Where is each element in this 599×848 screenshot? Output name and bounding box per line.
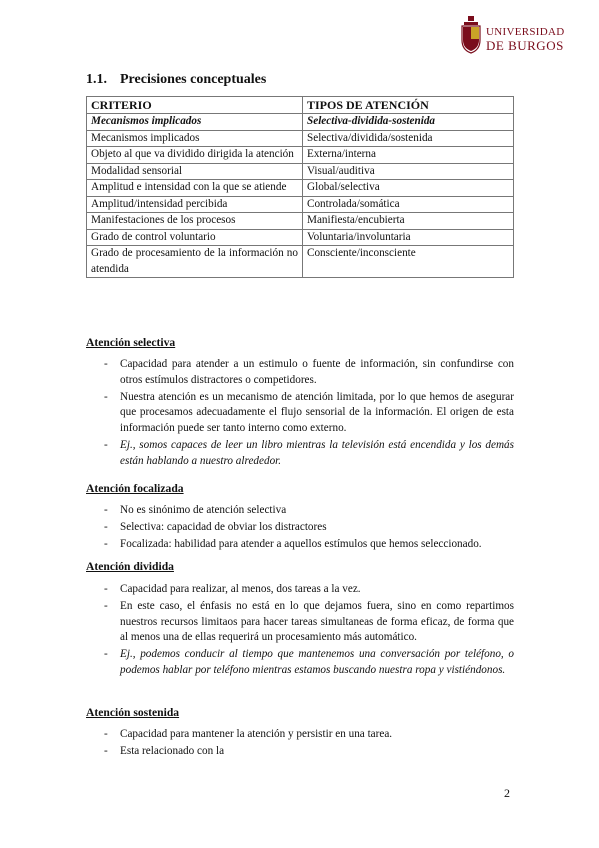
list-item [86, 582, 514, 598]
list-dividida [86, 582, 514, 680]
table-header-cell: TIPOS DE ATENCIÓN [303, 97, 514, 114]
section-number: 1.1. [86, 72, 107, 87]
list-item [86, 727, 514, 743]
list-item-text: En este caso, el énfasis no está en lo que dejamos fuera, sino en como repartimos nuestros recursos limitaos para hacer tareas simultaneas de forma eficaz, de forma que al menos una de ellas requerirá un procesamiento más automático. [120, 599, 514, 644]
table-row [87, 180, 514, 197]
list-item [86, 438, 514, 470]
bullet-dash: - [104, 728, 108, 740]
list-item [86, 744, 514, 760]
table-cell: Grado de control voluntario [87, 229, 303, 246]
table-cell: Externa/interna [303, 147, 514, 164]
table-subheader-row [87, 114, 514, 131]
list-item-text: Focalizada: habilidad para atender a aquellos estímulos que hemos seleccionado. [120, 537, 482, 550]
table-cell: Objeto al que va dividido dirigida la atención [87, 147, 303, 164]
table-row [87, 246, 514, 278]
table-cell: Grado de procesamiento de la información no atendida [87, 246, 303, 278]
logo-line-university: UNIVERSIDAD [486, 26, 565, 38]
table-header-cell: CRITERIO [87, 97, 303, 114]
section-title-selectiva: Atención selectiva [86, 336, 176, 349]
list-item-text: Ej., somos capaces de leer un libro mientras la televisión está encendida y los demás están hablando a nuestro alrededor. [120, 438, 514, 467]
table-row [87, 196, 514, 213]
table-cell: Manifiesta/encubierta [303, 213, 514, 230]
list-item-text: Esta relacionado con la [120, 744, 225, 757]
table-cell: Amplitud/intensidad percibida [87, 196, 303, 213]
table-subheader-cell: Mecanismos implicados [87, 114, 303, 131]
list-item-text: Capacidad para mantener la atención y persistir en una tarea. [120, 728, 393, 740]
list-item-text: No es sinónimo de atención selectiva [120, 504, 287, 516]
section-title-focalizada: Atención focalizada [86, 482, 184, 495]
table-row [87, 213, 514, 230]
section-title-dividida: Atención dividida [86, 560, 174, 573]
criteria-table [86, 96, 514, 278]
table-cell: Amplitud e intensidad con la que se atiende [87, 180, 303, 197]
table-row [87, 229, 514, 246]
table-cell: Consciente/inconsciente [303, 246, 514, 278]
table-row [87, 163, 514, 180]
bullet-dash: - [104, 358, 108, 370]
list-item [86, 357, 514, 389]
table-row [87, 147, 514, 164]
list-item-text: Capacidad para atender a un estimulo o fuente de información, sin confundirse con otros estímulos distractores o competidores. [120, 358, 514, 386]
list-item-text: Nuestra atención es un mecanismo de atención limitada, por lo que hemos de asegurar que procesamos adecuadamente el flujo sensorial de la información. El origen de esta información puede ser tanto interno como externo. [120, 390, 514, 435]
bullet-dash: - [104, 438, 108, 451]
list-focalizada [86, 503, 514, 553]
table-cell: Selectiva/dividida/sostenida [303, 130, 514, 147]
table-cell: Controlada/somática [303, 196, 514, 213]
list-item-text: Capacidad para realizar, al menos, dos tareas a la vez. [120, 583, 361, 595]
list-selectiva [86, 357, 514, 471]
bullet-dash: - [104, 537, 108, 550]
table-subheader-cell: Selectiva-dividida-sostenida [303, 114, 514, 131]
table-cell: Global/selectiva [303, 180, 514, 197]
list-item [86, 599, 514, 646]
table-cell: Voluntaria/involuntaria [303, 229, 514, 246]
section-heading [86, 72, 266, 88]
logo-line-burgos: DE BURGOS [486, 38, 564, 53]
university-logo [460, 16, 574, 56]
bullet-dash: - [104, 390, 108, 403]
list-item [86, 537, 514, 553]
section-title-sostenida: Atención sostenida [86, 706, 180, 719]
table-cell: Mecanismos implicados [87, 130, 303, 147]
bullet-dash: - [104, 648, 108, 661]
bullet-dash: - [104, 520, 108, 533]
table-row [87, 130, 514, 147]
table-cell: Visual/auditiva [303, 163, 514, 180]
list-item [86, 390, 514, 437]
bullet-dash: - [104, 599, 108, 612]
list-item [86, 647, 514, 679]
bullet-dash: - [104, 744, 108, 757]
table-header-row [87, 97, 514, 114]
list-item [86, 503, 514, 519]
bullet-dash: - [104, 504, 108, 516]
list-item [86, 520, 514, 536]
table-cell: Modalidad sensorial [87, 163, 303, 180]
bullet-dash: - [104, 583, 108, 595]
list-item-text: Selectiva: capacidad de obviar los distractores [120, 520, 327, 533]
section-title: Precisiones conceptuales [120, 72, 267, 87]
table-cell: Manifestaciones de los procesos [87, 213, 303, 230]
list-item-text: Ej., podemos conducir al tiempo que mantenemos una conversación por teléfono, o podemos hablar por teléfono mientras estamos buscando nuestra ropa y vistiéndonos. [120, 648, 514, 676]
list-sostenida [86, 727, 514, 761]
page-number: 2 [504, 786, 510, 800]
coat-of-arms-icon [460, 16, 482, 54]
